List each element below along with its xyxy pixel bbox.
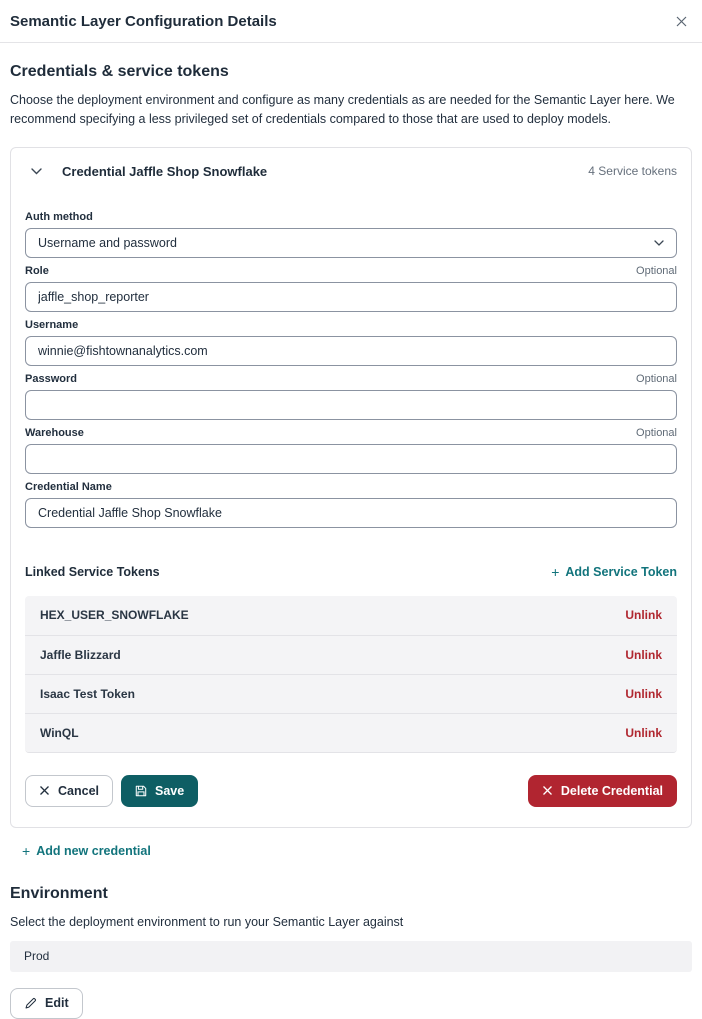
environment-value: Prod bbox=[24, 949, 50, 964]
save-button[interactable] bbox=[121, 775, 198, 807]
cancel-button[interactable] bbox=[25, 775, 113, 807]
warehouse-field bbox=[25, 427, 677, 474]
token-name: Jaffle Blizzard bbox=[40, 647, 121, 662]
password-label: Password bbox=[25, 372, 77, 385]
linked-tokens-header bbox=[25, 564, 677, 580]
auth-method-select[interactable] bbox=[25, 228, 677, 258]
save-button-label: Save bbox=[155, 783, 185, 798]
role-input[interactable] bbox=[25, 282, 677, 312]
credential-name-input[interactable] bbox=[25, 498, 677, 528]
token-row bbox=[25, 596, 677, 635]
token-row bbox=[25, 674, 677, 713]
delete-credential-button[interactable] bbox=[528, 775, 677, 807]
add-service-token-label: Add Service Token bbox=[565, 564, 677, 579]
username-field bbox=[25, 319, 677, 366]
edit-button-label: Edit bbox=[45, 996, 69, 1011]
dialog-header bbox=[0, 0, 702, 43]
close-icon[interactable] bbox=[673, 13, 690, 30]
token-name: HEX_USER_SNOWFLAKE bbox=[40, 608, 189, 623]
add-service-token-button[interactable] bbox=[551, 564, 677, 580]
token-name: WinQL bbox=[40, 725, 79, 740]
environment-value-bar bbox=[10, 941, 692, 972]
x-icon bbox=[39, 785, 50, 796]
linked-tokens-title: Linked Service Tokens bbox=[25, 564, 160, 579]
credential-card bbox=[10, 147, 692, 828]
role-label: Role bbox=[25, 264, 49, 277]
dialog-title: Semantic Layer Configuration Details bbox=[10, 13, 277, 30]
token-row bbox=[25, 713, 677, 752]
add-new-credential-button[interactable] bbox=[22, 843, 151, 859]
warehouse-label: Warehouse bbox=[25, 426, 84, 439]
password-optional-label: Optional bbox=[636, 372, 677, 385]
unlink-button[interactable]: Unlink bbox=[625, 647, 662, 662]
auth-method-field bbox=[25, 211, 677, 258]
x-icon bbox=[542, 785, 553, 796]
chevron-down-icon[interactable] bbox=[29, 166, 44, 177]
warehouse-optional-label: Optional bbox=[636, 426, 677, 439]
dialog-body bbox=[0, 63, 702, 1019]
username-label: Username bbox=[25, 318, 79, 331]
environment-description: Select the deployment environment to run your Semantic Layer against bbox=[10, 914, 404, 929]
plus-icon: + bbox=[22, 842, 31, 859]
warehouse-input[interactable] bbox=[25, 444, 677, 474]
auth-method-selected-value: Username and password bbox=[38, 235, 177, 250]
unlink-button[interactable]: Unlink bbox=[625, 608, 662, 623]
role-field bbox=[25, 265, 677, 312]
password-field bbox=[25, 373, 677, 420]
auth-method-label: Auth method bbox=[25, 210, 93, 223]
save-icon bbox=[135, 785, 147, 797]
credential-card-title: Credential Jaffle Shop Snowflake bbox=[62, 163, 268, 179]
credential-card-actions bbox=[25, 775, 677, 807]
credential-name-field bbox=[25, 481, 677, 528]
chevron-down-icon bbox=[654, 240, 664, 246]
unlink-button[interactable]: Unlink bbox=[625, 686, 662, 701]
credential-card-header bbox=[25, 164, 677, 179]
service-tokens-count: 4 Service tokens bbox=[588, 164, 677, 179]
token-name: Isaac Test Token bbox=[40, 686, 135, 701]
add-new-credential-label: Add new credential bbox=[36, 843, 151, 858]
unlink-button[interactable]: Unlink bbox=[625, 725, 662, 740]
token-row bbox=[25, 635, 677, 674]
credential-name-label: Credential Name bbox=[25, 480, 112, 493]
username-input[interactable] bbox=[25, 336, 677, 366]
cancel-button-label: Cancel bbox=[58, 783, 99, 798]
role-optional-label: Optional bbox=[636, 264, 677, 277]
delete-credential-button-label: Delete Credential bbox=[560, 783, 663, 798]
plus-icon: + bbox=[551, 563, 560, 580]
environment-heading: Environment bbox=[10, 884, 108, 902]
pencil-icon bbox=[24, 997, 37, 1010]
password-input[interactable] bbox=[25, 390, 677, 420]
edit-button[interactable] bbox=[10, 988, 83, 1019]
credentials-section-description: Choose the deployment environment and configure as many credentials as are needed for the Semantic Layer here. We recommend specifying a less privileged set of credentials compared to those that are used to deploy models. bbox=[10, 93, 675, 127]
credential-form bbox=[25, 211, 677, 528]
service-token-list bbox=[25, 596, 677, 753]
credentials-section-heading: Credentials & service tokens bbox=[10, 63, 229, 80]
